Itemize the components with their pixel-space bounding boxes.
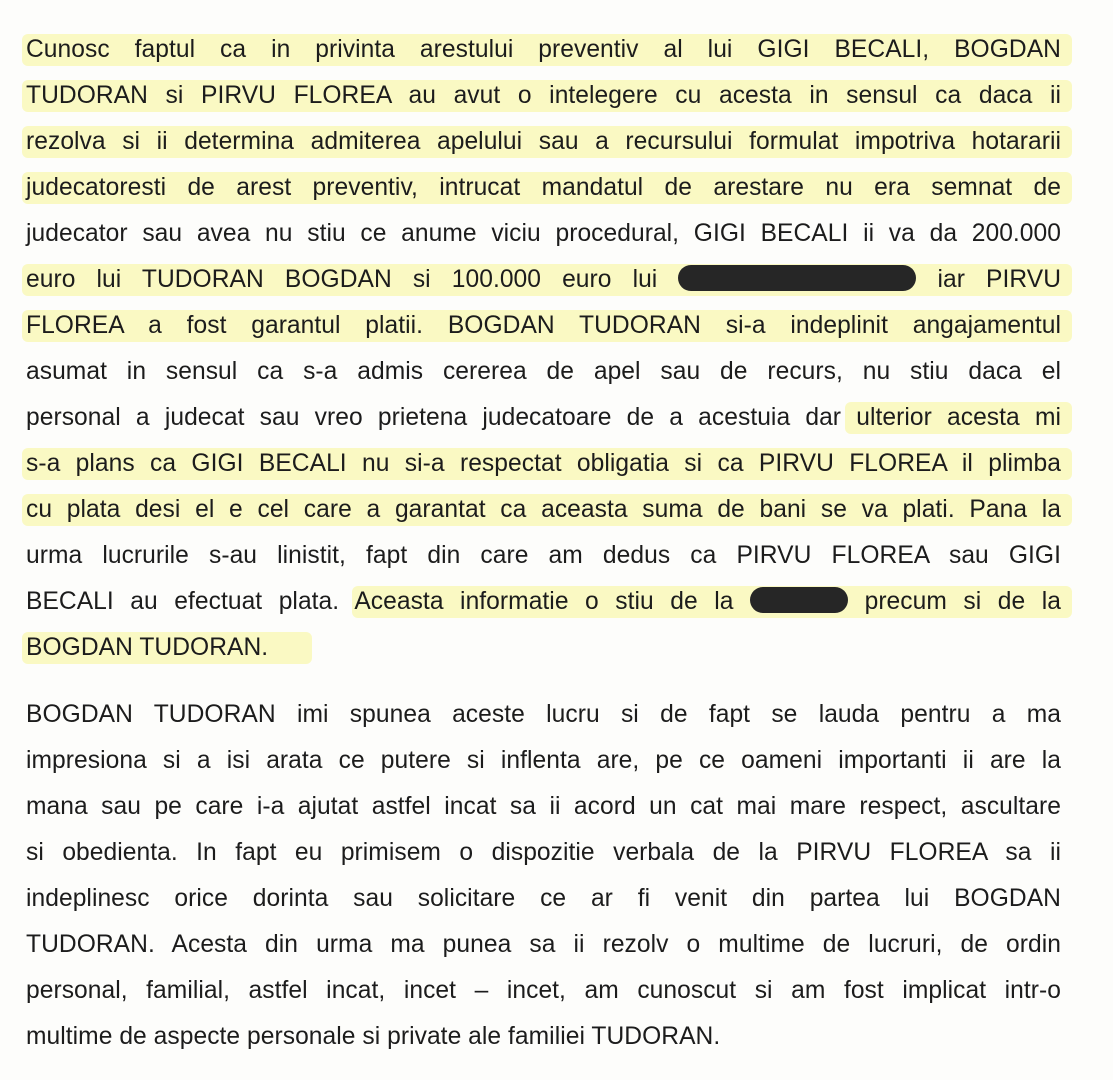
- text-line: TUDORAN. Acesta din urma ma punea sa ii rezolv o multime de lucruri, de ordin: [26, 931, 1061, 958]
- text-line: rezolva si ii determina admiterea apelului sau a recursului formulat impotriva hotararii: [26, 128, 1061, 155]
- text-line-with-redaction: [26, 584, 1061, 620]
- text-line: BOGDAN TUDORAN imi spunea aceste lucru si de fapt se lauda pentru a ma: [26, 701, 1061, 728]
- text-line: cu plata desi el e cel care a garantat ca aceasta suma de bani se va plati. Pana la: [26, 496, 1061, 523]
- text-line: personal, familial, astfel incat, incet – incet, am cunoscut si am fost implicat intr-o: [26, 977, 1061, 1004]
- text-segment: precum si de la: [864, 588, 1062, 615]
- text-line: FLOREA a fost garantul platii. BOGDAN TUDORAN si-a indeplinit angajamentul: [26, 312, 1061, 339]
- text-segment: BECALI au efectuat plata. Aceasta informatie o stiu de la: [26, 588, 734, 615]
- text-line: asumat in sensul ca s-a admis cererea de apel sau de recurs, nu stiu daca el: [26, 358, 1061, 385]
- text-line: s-a plans ca GIGI BECALI nu si-a respectat obligatia si ca PIRVU FLOREA il plimba: [26, 450, 1061, 477]
- text-line: mana sau pe care i-a ajutat astfel incat sa ii acord un cat mai mare respect, ascultare: [26, 793, 1061, 820]
- text-line: judecator sau avea nu stiu ce anume viciu procedural, GIGI BECALI ii va da 200.000: [26, 220, 1061, 247]
- text-segment: iar PIRVU: [937, 266, 1061, 293]
- text-line: BOGDAN TUDORAN.: [26, 634, 269, 661]
- text-line: urma lucrurile s-au linistit, fapt din care am dedus ca PIRVU FLOREA sau GIGI: [26, 542, 1061, 569]
- text-line: si obedienta. In fapt eu primisem o dispozitie verbala de la PIRVU FLOREA sa ii: [26, 839, 1061, 866]
- text-line: Cunosc faptul ca in privinta arestului preventiv al lui GIGI BECALI, BOGDAN: [26, 36, 1061, 63]
- text-line: personal a judecat sau vreo prietena judecatoare de a acestuia dar ulterior acesta mi: [26, 404, 1061, 431]
- redaction-block: [750, 587, 848, 613]
- text-segment: euro lui TUDORAN BOGDAN si 100.000 euro lui: [26, 266, 658, 293]
- text-line: impresiona si a isi arata ce putere si inflenta are, pe ce oameni importanti ii are la: [26, 747, 1061, 774]
- text-line-with-redaction: [26, 262, 1061, 298]
- text-line: TUDORAN si PIRVU FLOREA au avut o intelegere cu acesta in sensul ca daca ii: [26, 82, 1061, 109]
- redaction-block: [678, 265, 916, 291]
- text-line: multime de aspecte personale si private ale familiei TUDORAN.: [26, 1023, 721, 1050]
- text-line: judecatoresti de arest preventiv, intrucat mandatul de arestare nu era semnat de: [26, 174, 1061, 201]
- text-line: indeplinesc orice dorinta sau solicitare ce ar fi venit din partea lui BOGDAN: [26, 885, 1061, 912]
